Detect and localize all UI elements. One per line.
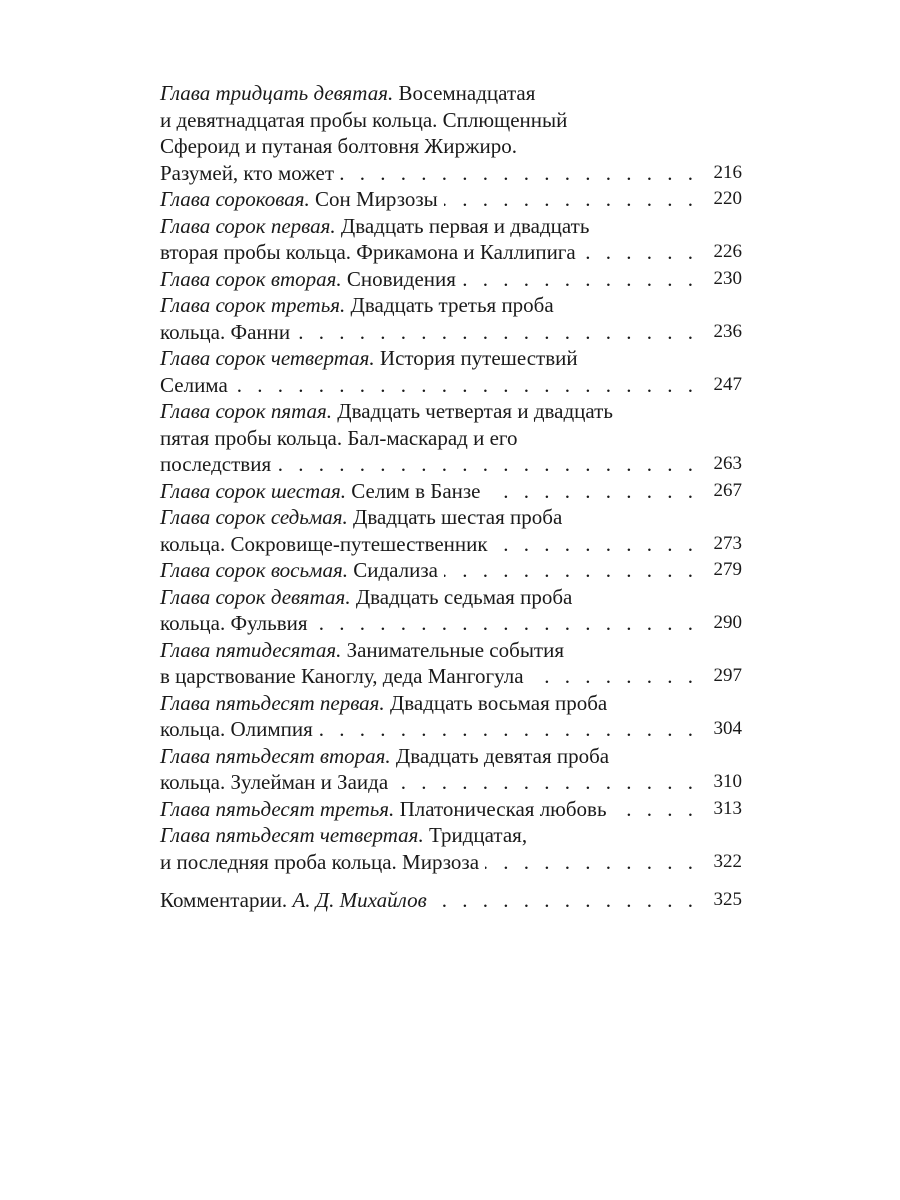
chapter-title: Глава сорок четвертая. <box>160 346 375 370</box>
chapter-description: Селим в Банзе <box>351 478 481 503</box>
chapter-description-line: Двадцать четвертая и двадцать <box>337 399 613 423</box>
chapter-description-line: Двадцать девятая проба <box>395 743 610 768</box>
chapter-description-line: Разумей, кто может <box>160 160 334 185</box>
toc-entry <box>160 557 742 584</box>
chapter-title: Глава пятьдесят первая. <box>160 690 385 715</box>
toc-entry <box>160 504 742 557</box>
chapter-title: Глава сорок восьмая. <box>160 558 348 582</box>
chapter-description-line: пятая пробы кольца. Бал-маскарад и его <box>160 425 518 450</box>
chapter-description-line: Сфероид и путаная болтовня Жиржиро. <box>160 134 517 158</box>
chapter-description-line: кольца. Фульвия <box>160 611 308 635</box>
toc-entry <box>160 690 742 743</box>
page-number: 226 <box>713 241 742 262</box>
chapter-description-line: и последняя проба кольца. Мирзоза <box>160 849 480 874</box>
dot-leader <box>444 186 698 213</box>
toc-entry <box>160 584 742 637</box>
dot-leader <box>277 451 698 478</box>
chapter-description-line: Двадцать шестая проба <box>353 505 563 529</box>
dot-leader <box>314 610 698 637</box>
toc-entry <box>160 637 742 690</box>
page-number: 216 <box>713 161 742 183</box>
chapter-title: Глава сорок пятая. <box>160 399 333 423</box>
chapter-description-line: в царствование Каноглу, деда Мангогула <box>160 664 524 688</box>
toc-entry <box>160 398 742 478</box>
dot-leader <box>234 372 698 399</box>
dot-leader <box>582 239 698 266</box>
chapter-title: Глава сорок третья. <box>160 293 346 317</box>
chapter-description-line: кольца. Фанни <box>160 319 291 344</box>
commentary-label: Комментарии. <box>160 888 288 912</box>
chapter-description-line: История путешествий <box>379 346 578 370</box>
chapter-description-line: Двадцать восьмая проба <box>389 690 608 715</box>
toc-entry <box>160 796 742 823</box>
page-number: 290 <box>713 612 742 633</box>
chapter-title: Глава пятьдесят третья. <box>160 796 395 821</box>
chapter-description-line: Двадцать первая и двадцать <box>340 213 590 238</box>
page-number: 313 <box>713 797 742 819</box>
page-number: 279 <box>713 559 742 580</box>
toc-entry-commentary <box>160 887 742 914</box>
dot-leader <box>613 796 698 823</box>
toc-entry <box>160 186 742 213</box>
chapter-description-line: кольца. Олимпия <box>160 717 313 741</box>
chapter-description-line: Селима <box>160 372 228 397</box>
chapter-description-line: кольца. Сокровище-путешественник <box>160 531 488 556</box>
chapter-title: Глава сорок первая. <box>160 213 336 238</box>
chapter-description-line: Двадцать третья проба <box>350 293 554 317</box>
toc-entry <box>160 478 742 505</box>
chapter-description-line: кольца. Зулейман и Заида <box>160 770 389 794</box>
chapter-title: Глава сорок вторая. <box>160 266 342 291</box>
chapter-description-line: и девятнадцатая пробы кольца. Сплющенный <box>160 107 568 132</box>
dot-leader <box>319 716 698 743</box>
chapter-description-line: вторая пробы кольца. Фрикамона и Каллипига <box>160 240 576 264</box>
chapter-title: Глава сорок шестая. <box>160 478 346 503</box>
toc-entry <box>160 80 742 186</box>
chapter-description-line: последствия <box>160 452 272 476</box>
toc-entry <box>160 213 742 266</box>
chapter-title: Глава тридцать девятая. <box>160 81 394 105</box>
dot-leader <box>340 160 698 187</box>
dot-leader <box>462 266 698 293</box>
chapter-description-line: Восемнадцатая <box>398 81 536 105</box>
chapter-description: Сидализа <box>353 558 438 582</box>
chapter-description-line: Занимательные события <box>346 637 564 662</box>
page-number: 263 <box>713 453 742 474</box>
commentary-author: А. Д. Михайлов <box>292 888 427 912</box>
dot-leader <box>485 849 698 876</box>
dot-leader <box>530 663 698 690</box>
dot-leader <box>444 557 698 584</box>
dot-leader <box>487 478 699 505</box>
chapter-title: Глава сорок девятая. <box>160 584 351 609</box>
chapter-description-line: Тридцатая, <box>428 823 528 847</box>
chapter-description: Сон Мирзозы <box>315 187 438 211</box>
page-number: 322 <box>713 850 742 872</box>
chapter-description-line: Двадцать седьмая проба <box>355 584 573 609</box>
page-number: 220 <box>713 188 742 209</box>
toc-entry <box>160 345 742 398</box>
chapter-description: Сновидения <box>346 266 456 291</box>
chapter-title: Глава пятьдесят вторая. <box>160 743 391 768</box>
toc-entry <box>160 822 742 875</box>
chapter-description: Платоническая любовь <box>399 796 607 821</box>
table-of-contents <box>160 80 742 914</box>
toc-entry <box>160 292 742 345</box>
chapter-title: Глава пятьдесят четвертая. <box>160 823 424 847</box>
page-number: 273 <box>713 532 742 554</box>
page-number: 230 <box>713 267 742 289</box>
chapter-title: Глава сорок седьмая. <box>160 505 348 529</box>
dot-leader <box>394 769 698 796</box>
chapter-title: Глава сороковая. <box>160 187 310 211</box>
toc-entry <box>160 743 742 796</box>
toc-entry <box>160 266 742 293</box>
page-number: 310 <box>713 771 742 792</box>
dot-leader <box>296 319 698 346</box>
page-number: 247 <box>713 373 742 395</box>
page-number: 267 <box>713 479 742 501</box>
page-number: 304 <box>713 718 742 739</box>
page-number: 236 <box>713 320 742 342</box>
chapter-title: Глава пятидесятая. <box>160 637 342 662</box>
page-number: 297 <box>713 665 742 686</box>
dot-leader <box>494 531 698 558</box>
dot-leader <box>433 887 698 914</box>
page-number: 325 <box>713 889 742 910</box>
